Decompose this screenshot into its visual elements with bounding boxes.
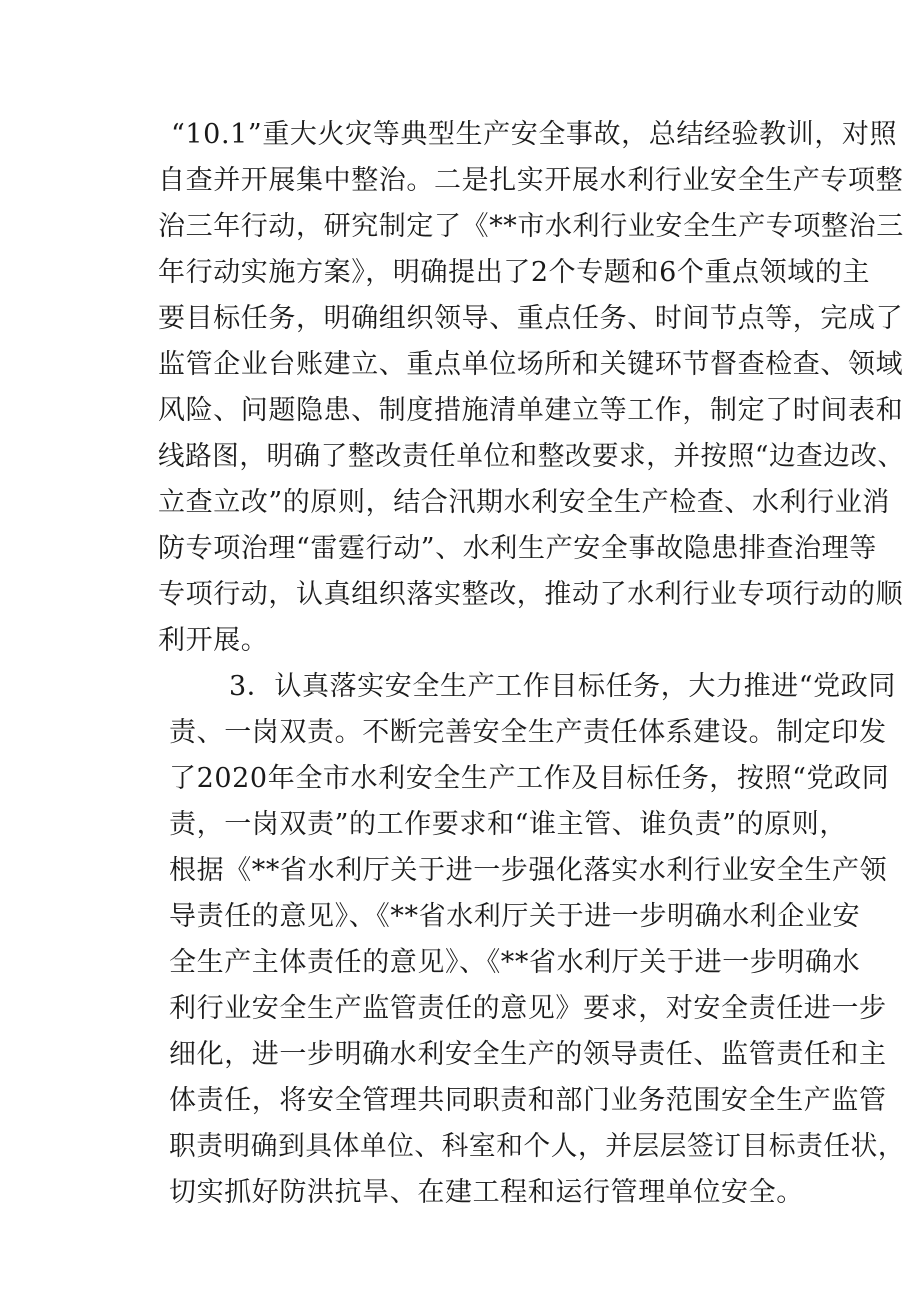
text-line: 根据《**省水利厅关于进一步强化落实水利行业安全生产领 — [169, 855, 888, 886]
text-line: 细化，进一步明确水利安全生产的领导责任、监管责任和主 — [169, 1039, 887, 1070]
text-line: “10.1”重大火灾等典型生产安全事故，总结经验教训，对照 — [171, 119, 898, 150]
text-line: 利开展。 — [158, 625, 269, 656]
text-line: 立查立改”的原则，结合汛期水利安全生产检查、水利行业消 — [158, 487, 891, 518]
text-line: 线路图，明确了整改责任单位和整改要求，并按照“边查边改、 — [158, 441, 905, 472]
text-line: 自查并开展集中整治。二是扎实开展水利行业安全生产专项整 — [158, 165, 904, 196]
text-line: 了2020年全市水利安全生产工作及目标任务，按照“党政同 — [169, 763, 890, 794]
text-line: 责、一岗双责。不断完善安全生产责任体系建设。制定印发 — [169, 717, 887, 748]
text-line: 治三年行动，研究制定了《**市水利行业安全生产专项整治三 — [158, 211, 904, 242]
text-line: 导责任的意见》、《**省水利厅关于进一步明确水利企业安 — [169, 901, 861, 932]
paragraph-heading-line: 3．认真落实安全生产工作目标任务，大力推进“党政同 — [229, 671, 896, 702]
text-line: 责，一岗双责”的工作要求和“谁主管、谁负责”的原则， — [169, 809, 848, 840]
text-line: 防专项治理“雷霆行动”、水利生产安全事故隐患排查治理等 — [158, 533, 877, 564]
text-line: 切实抓好防洪抗旱、在建工程和运行管理单位安全。 — [169, 1177, 804, 1208]
text-line: 要目标任务，明确组织领导、重点任务、时间节点等，完成了 — [158, 303, 904, 334]
text-line: 职责明确到具体单位、科室和个人，并层层签订目标责任状， — [169, 1131, 906, 1162]
text-line: 全生产主体责任的意见》、《**省水利厅关于进一步明确水 — [169, 947, 861, 978]
text-line: 风险、问题隐患、制度措施清单建立等工作，制定了时间表和 — [158, 395, 904, 426]
text-line: 专项行动，认真组织落实整改，推动了水利行业专项行动的顺 — [158, 579, 904, 610]
text-line: 体责任，将安全管理共同职责和部门业务范围安全生产监管 — [169, 1085, 887, 1116]
text-line: 利行业安全生产监管责任的意见》要求，对安全责任进一步 — [169, 993, 887, 1024]
text-line: 监管企业台账建立、重点单位场所和关键环节督查检查、领域 — [158, 349, 904, 380]
text-line: 年行动实施方案》，明确提出了2个专题和6个重点领域的主 — [158, 257, 871, 288]
